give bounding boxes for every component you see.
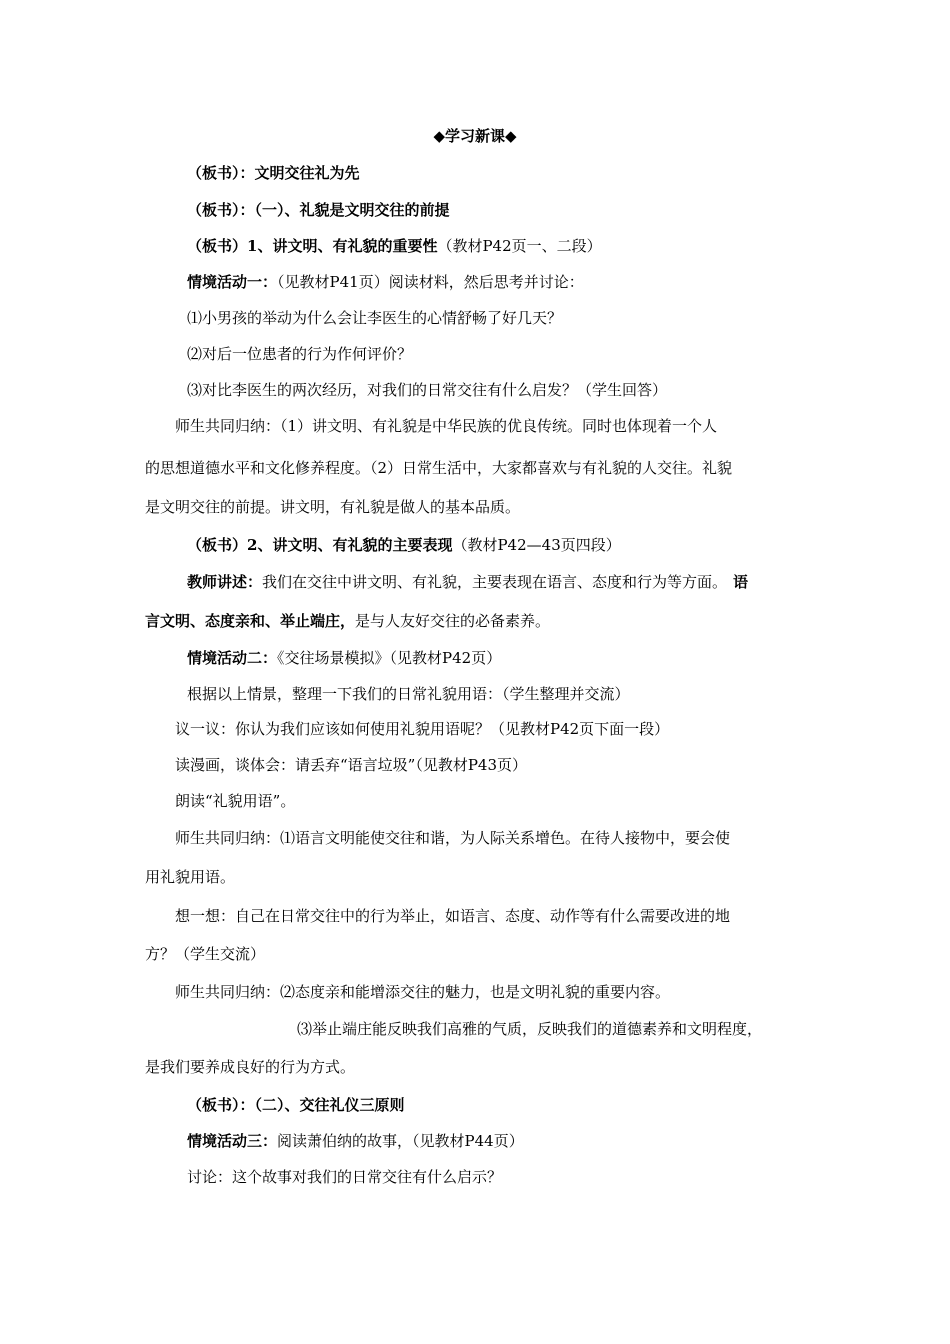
summary-1-line-2: 的思想道德水平和文化修养程度。（2）日常生活中，大家都喜欢与有礼貌的人交往。礼貌 xyxy=(145,459,733,477)
organize-phrases: 根据以上情景，整理一下我们的日常礼貌用语：（学生整理并交流） xyxy=(187,685,630,703)
comic-prompt: 读漫画，谈体会：请丢弃“语言垃圾”（见教材P43页） xyxy=(175,756,528,774)
question-3: ⑶对比李医生的两次经历，对我们的日常交往有什么启发？（学生回答） xyxy=(187,381,668,399)
board-note-4 xyxy=(187,535,621,555)
question-1: ⑴小男孩的举动为什么会让李医生的心情舒畅了好几天？ xyxy=(187,309,563,327)
activity-text: 《交往场景模拟》（见教材P42页） xyxy=(277,649,502,667)
board-note-3 xyxy=(187,236,602,256)
textbook-reference: （教材P42—43页四段） xyxy=(452,536,621,554)
summary-4-line-1: ⑶举止端庄能反映我们高雅的气质，反映我们的道德素养和文明程度， xyxy=(297,1020,763,1038)
summary-3: 师生共同归纳：⑵态度亲和能增添交往的魅力，也是文明礼貌的重要内容。 xyxy=(175,983,671,1001)
activity-2 xyxy=(187,648,501,668)
lecture-emphasis-start: 语 xyxy=(733,573,749,591)
activity-label: 情境活动一： xyxy=(187,273,278,291)
activity-1 xyxy=(187,272,584,292)
discussion-question: 讨论：这个故事对我们的日常交往有什么启示？ xyxy=(187,1168,503,1186)
lecture-label: 教师讲述： xyxy=(187,573,263,591)
board-heading: 1、讲文明、有礼貌的重要性 xyxy=(247,237,438,255)
textbook-reference: （教材P42页一、二段） xyxy=(437,237,602,255)
board-note-5: （板书）：（二）、交往礼仪三原则 xyxy=(187,1096,405,1114)
board-label: （板书） xyxy=(187,237,248,255)
lecture-text: 我们在交往中讲文明、有礼貌，主要表现在语言、态度和行为等方面。 xyxy=(262,573,728,591)
activity-label: 情境活动二： xyxy=(187,649,278,667)
board-heading: 2、讲文明、有礼貌的主要表现 xyxy=(247,536,453,554)
teacher-lecture-line-2 xyxy=(145,611,550,631)
section-title: ◆学习新课◆ xyxy=(433,127,517,145)
discuss-prompt: 议一议：你认为我们应该如何使用礼貌用语呢？（见教材P42页下面一段） xyxy=(175,720,670,738)
summary-2-line-2: 用礼貌用语。 xyxy=(145,868,236,886)
activity-label: 情境活动三： xyxy=(187,1132,278,1150)
board-note-1: （板书）：文明交往礼为先 xyxy=(187,164,360,182)
summary-1-line-3: 是文明交往的前提。讲文明，有礼貌是做人的基本品质。 xyxy=(145,498,521,516)
lecture-emphasis: 言文明、态度亲和、举止端庄， xyxy=(145,612,356,630)
summary-4-line-2: 是我们要养成良好的行为方式。 xyxy=(145,1058,356,1076)
board-note-2: （板书）：（一）、礼貌是文明交往的前提 xyxy=(187,201,450,219)
summary-1-line-1: 师生共同归纳：（1）讲文明、有礼貌是中华民族的优良传统。同时也体现着一个人 xyxy=(175,417,718,435)
reflect-line-1: 想一想：自己在日常交往中的行为举止，如语言、态度、动作等有什么需要改进的地 xyxy=(175,907,731,925)
question-2: ⑵对后一位患者的行为作何评价？ xyxy=(187,345,413,363)
lecture-text-end: 是与人友好交往的必备素养。 xyxy=(355,612,551,630)
reflect-line-2: 方？（学生交流） xyxy=(145,945,266,963)
teacher-lecture-line-1 xyxy=(187,572,748,592)
activity-text: （见教材P41页）阅读材料，然后思考并讨论： xyxy=(277,273,584,291)
board-label: （板书） xyxy=(187,536,248,554)
activity-3 xyxy=(187,1131,524,1151)
read-aloud: 朗读“礼貌用语”。 xyxy=(175,792,296,810)
summary-2-line-1: 师生共同归纳：⑴语言文明能使交往和谐，为人际关系增色。在待人接物中，要会使 xyxy=(175,829,731,847)
activity-text: 阅读萧伯纳的故事，（见教材P44页） xyxy=(277,1132,524,1150)
